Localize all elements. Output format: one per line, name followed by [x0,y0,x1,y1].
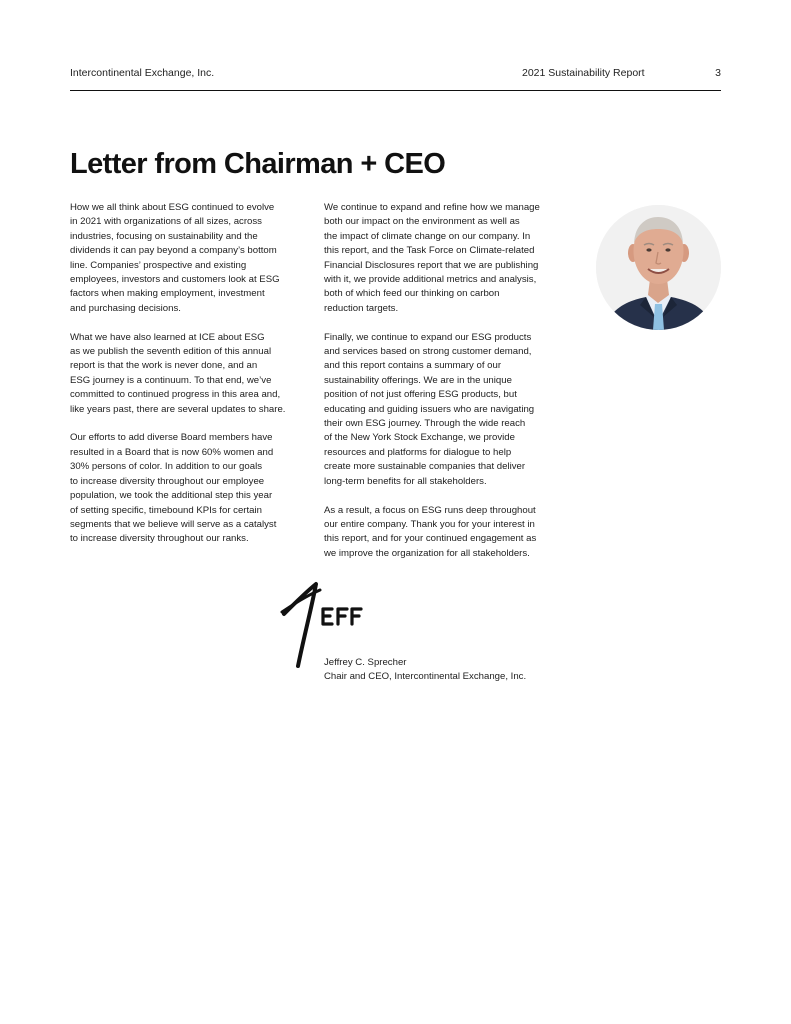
page-header [70,67,721,83]
letter-column-left [70,201,310,561]
header-company-name: Intercontinental Exchange, Inc. [70,67,215,79]
letter-paragraph: As a result, a focus on ESG runs deep throughout our entire company. Thank you for your interest in this report, and for your continued engagement as we improve the organization for all stakeholders. [324,504,537,559]
letter-paragraph: Finally, we continue to expand our ESG products and services based on strong customer demand, and this report contains a summary of our sustainability offerings. We are in the unique position of not just offering ESG products, but educating and guiding issuers who are navigating their own ESG journey. Through the wide reach of the New York Stock Exchange, we provide resources and platforms for dialogue to help create more sustainable companies that deliver long-term benefits for all stakeholders. [324,331,535,487]
signer-title: Chair and CEO, Intercontinental Exchange, Inc. [324,671,527,683]
letter-paragraph: Our efforts to add diverse Board members have resulted in a Board that is now 60% women and 30% persons of color. In addition to our goals to increase diversity throughout our employee population, we took the additional step this year of setting specific, timebound KPIs for certain segments that we believe will serve as a catalyst to increase diversity throughout our ranks. [70,432,277,545]
header-page-number: 3 [715,67,721,79]
signer-block [324,656,526,685]
signer-name: Jeffrey C. Sprecher [324,657,407,668]
header-divider [70,90,721,91]
letter-paragraph: We continue to expand and refine how we manage both our impact on the environment as well as the impact of climate change on our company. In this report, and the Task Force on Climate-related Financial Disclosures report that we are publishing with it, we provide additional metrics and analysis, both of which feed our thinking on carbon reduction targets. [324,202,540,314]
letter-column-right [324,201,564,576]
page-title: Letter from Chairman + CEO [70,148,446,180]
letter-paragraph: What we have also learned at ICE about ESG as we publish the seventh edition of this annual report is that the work is never done, and an ESG journey is a continuum. To that end, we’ve committed to continued progress in this area and, like years past, there are several updates to share. [70,331,286,415]
header-report-title: 2021 Sustainability Report [522,67,645,79]
letter-paragraph: How we all think about ESG continued to evolve in 2021 with organizations of all sizes, across industries, focusing on sustainability and the dividends it can pay beyond a company’s bottom line. Companies’ prospective and existing employees, investors and customers look at ESG factors when making employment, investment and purchasing decisions. [70,202,280,314]
portrait-illustration [596,205,721,330]
ceo-portrait [596,205,721,330]
